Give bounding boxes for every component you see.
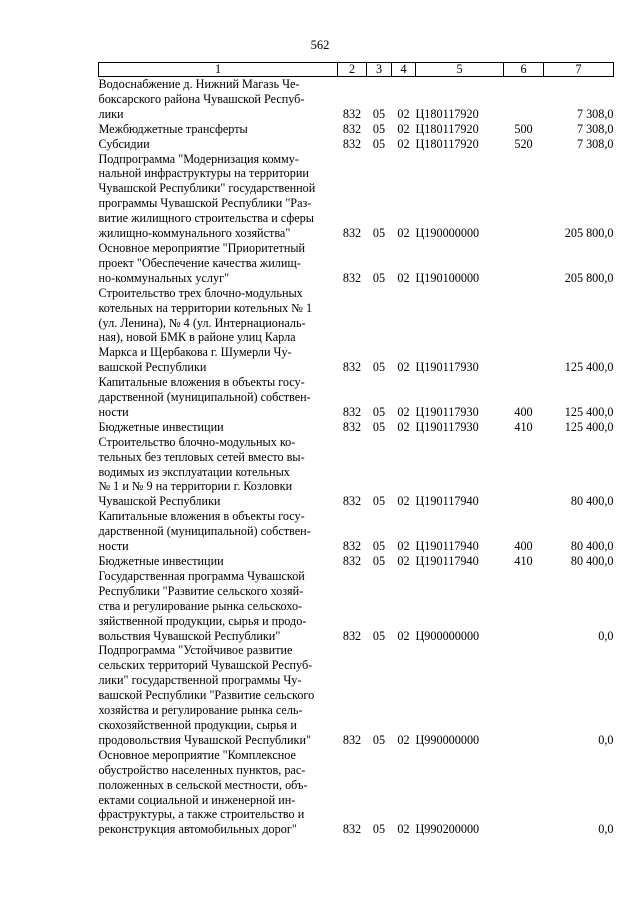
row-name-line: (ул. Ленина), № 4 (ул. Интернациональ- bbox=[98, 315, 306, 330]
ministry-code: 832 bbox=[342, 121, 362, 136]
table-row bbox=[99, 241, 614, 286]
row-name-line: фраструктуры, а также строительство и bbox=[98, 807, 305, 822]
table-row bbox=[99, 435, 614, 510]
table-row bbox=[99, 748, 614, 837]
subsection-code: 02 bbox=[397, 822, 410, 837]
amount: 0,0 bbox=[598, 822, 614, 837]
row-name bbox=[99, 122, 338, 137]
row-name-line: ектами социальной и инженерной ин- bbox=[98, 792, 296, 807]
row-name-line: Подпрограмма "Устойчивое развитие bbox=[98, 643, 293, 658]
table-row bbox=[99, 137, 614, 152]
row-name-line: Водоснабжение д. Нижний Магазь Че- bbox=[98, 77, 300, 91]
row-name-line: котельных на территории котельных № 1 bbox=[98, 300, 313, 315]
subsection-code: 02 bbox=[397, 121, 410, 136]
header-cell-5: 5 bbox=[416, 63, 504, 77]
row-name-line: Республики "Развитие сельского хозяй- bbox=[98, 583, 304, 598]
subsection-code: 02 bbox=[397, 404, 410, 419]
row-name-line: тельных без тепловых сетей вместо вы- bbox=[98, 449, 305, 464]
row-name-line: но-коммунальных услуг" bbox=[98, 270, 230, 285]
row-name bbox=[99, 375, 338, 420]
ministry-code: 832 bbox=[342, 822, 362, 837]
table-row bbox=[99, 569, 614, 644]
row-name-line: зяйственной продукции, сырья и продо- bbox=[98, 613, 307, 628]
row-name-line: Чувашской Республики" государственной bbox=[98, 181, 316, 196]
target-article-code: Ц180117920 bbox=[415, 106, 479, 121]
ministry-code: 832 bbox=[342, 554, 362, 568]
section-code: 05 bbox=[372, 494, 386, 509]
row-name-line: проект "Обеспечение качества жилищ- bbox=[98, 255, 301, 270]
subsection-code: 02 bbox=[397, 419, 410, 434]
target-article-code: Ц180117920 bbox=[415, 121, 479, 136]
row-name-line: обустройство населенных пунктов, рас- bbox=[98, 762, 306, 777]
section-code: 05 bbox=[372, 226, 386, 241]
row-name-line: Основное мероприятие "Приоритетный bbox=[98, 240, 306, 255]
section-code: 05 bbox=[372, 539, 386, 554]
expense-type-code: 400 bbox=[514, 539, 533, 554]
row-name bbox=[99, 569, 338, 644]
expense-type-code: 410 bbox=[514, 419, 533, 434]
row-name-line: Межбюджетные трансферты bbox=[98, 121, 248, 136]
expense-type-code bbox=[504, 435, 544, 510]
amount: 125 400,0 bbox=[564, 404, 614, 419]
ministry-code: 832 bbox=[342, 136, 362, 151]
table-row bbox=[99, 643, 614, 747]
row-name-line: положенных в сельской местности, объ- bbox=[98, 777, 308, 792]
section-code: 05 bbox=[372, 628, 386, 643]
ministry-code: 832 bbox=[342, 404, 362, 419]
ministry-code: 832 bbox=[342, 539, 362, 554]
row-name-line: Бюджетные инвестиции bbox=[98, 554, 224, 568]
row-name-line: реконструкция автомобильных дорог" bbox=[98, 822, 297, 837]
expense-type-code bbox=[504, 748, 544, 837]
amount: 80 400,0 bbox=[570, 554, 614, 568]
row-name-line: жилищно-коммунального хозяйства" bbox=[98, 226, 291, 241]
table-row bbox=[99, 77, 614, 122]
row-name-line: № 1 и № 9 на территории г. Козловки bbox=[98, 479, 293, 494]
subsection-code: 02 bbox=[397, 226, 410, 241]
row-name-line: Строительство трех блочно-модульных bbox=[98, 285, 303, 300]
row-name-line: ная), новой БМК в районе улиц Карла bbox=[98, 330, 296, 345]
header-cell-6: 6 bbox=[504, 63, 544, 77]
amount: 125 400,0 bbox=[564, 360, 614, 375]
target-article-code: Ц190117940 bbox=[415, 494, 479, 509]
row-name-line: боксарского района Чувашской Респуб- bbox=[98, 91, 305, 106]
subsection-code: 02 bbox=[397, 628, 410, 643]
row-name-line: Маркса и Щербакова г. Шумерли Чу- bbox=[98, 345, 292, 360]
section-code: 05 bbox=[372, 360, 386, 375]
section-code: 05 bbox=[372, 419, 386, 434]
row-name-line: программы Чувашской Республики "Раз- bbox=[98, 196, 312, 211]
section-code: 05 bbox=[372, 106, 386, 121]
header-cell-7: 7 bbox=[544, 63, 614, 77]
expense-type-code bbox=[504, 241, 544, 286]
expense-type-code: 520 bbox=[514, 136, 533, 151]
section-code: 05 bbox=[372, 732, 386, 747]
table-row bbox=[99, 554, 614, 569]
amount: 7 308,0 bbox=[576, 136, 614, 151]
row-name bbox=[99, 554, 338, 569]
expense-type-code bbox=[504, 569, 544, 644]
ministry-code: 832 bbox=[342, 494, 362, 509]
expense-type-code: 500 bbox=[514, 121, 533, 136]
row-name bbox=[99, 509, 338, 554]
section-code: 05 bbox=[372, 822, 386, 837]
target-article-code: Ц190117930 bbox=[415, 360, 479, 375]
subsection-code: 02 bbox=[397, 732, 410, 747]
table-body bbox=[99, 77, 614, 838]
row-name bbox=[99, 77, 338, 122]
row-name-line: лики bbox=[98, 106, 124, 121]
ministry-code: 832 bbox=[342, 270, 362, 285]
row-name bbox=[99, 241, 338, 286]
target-article-code: Ц900000000 bbox=[415, 628, 480, 643]
row-name-line: сельских территорий Чувашской Респуб- bbox=[98, 658, 313, 673]
section-code: 05 bbox=[372, 554, 386, 568]
amount: 7 308,0 bbox=[576, 106, 614, 121]
expense-type-code bbox=[504, 286, 544, 375]
section-code: 05 bbox=[372, 136, 386, 151]
budget-table bbox=[98, 62, 614, 837]
amount: 0,0 bbox=[598, 732, 614, 747]
table-row bbox=[99, 375, 614, 420]
row-name-line: продовольствия Чувашской Республики" bbox=[98, 732, 311, 747]
ministry-code: 832 bbox=[342, 226, 362, 241]
row-name bbox=[99, 286, 338, 375]
amount: 205 800,0 bbox=[564, 226, 614, 241]
target-article-code: Ц190117940 bbox=[415, 539, 479, 554]
ministry-code: 832 bbox=[342, 360, 362, 375]
expense-type-code: 410 bbox=[514, 554, 533, 568]
subsection-code: 02 bbox=[397, 270, 410, 285]
expense-type-code: 400 bbox=[514, 404, 533, 419]
row-name-line: Капитальные вложения в объекты госу- bbox=[98, 509, 305, 524]
row-name-line: Подпрограмма "Модернизация комму- bbox=[98, 151, 299, 166]
row-name-line: нальной инфраструктуры на территории bbox=[98, 166, 309, 181]
section-code: 05 bbox=[372, 270, 386, 285]
expense-type-code bbox=[504, 643, 544, 747]
header-cell-1: 1 bbox=[99, 63, 338, 77]
row-name bbox=[99, 137, 338, 152]
target-article-code: Ц990200000 bbox=[415, 822, 480, 837]
row-name-line: водимых из эксплуатации котельных bbox=[98, 464, 290, 479]
row-name bbox=[99, 748, 338, 837]
amount: 7 308,0 bbox=[576, 121, 614, 136]
table-row bbox=[99, 122, 614, 137]
header-cell-2: 2 bbox=[338, 63, 367, 77]
row-name-line: хозяйства и регулирование рынка сель- bbox=[98, 703, 303, 718]
amount: 125 400,0 bbox=[564, 419, 614, 434]
row-name-line: витие жилищного строительства и сферы bbox=[98, 211, 314, 226]
subsection-code: 02 bbox=[397, 360, 410, 375]
table-row bbox=[99, 286, 614, 375]
row-name-line: лики" государственной программы Чу- bbox=[98, 673, 302, 688]
amount: 80 400,0 bbox=[570, 539, 614, 554]
subsection-code: 02 bbox=[397, 106, 410, 121]
ministry-code: 832 bbox=[342, 419, 362, 434]
target-article-code: Ц990000000 bbox=[415, 732, 480, 747]
subsection-code: 02 bbox=[397, 554, 410, 568]
ministry-code: 832 bbox=[342, 732, 362, 747]
target-article-code: Ц190117930 bbox=[415, 419, 479, 434]
row-name-line: Государственная программа Чувашской bbox=[98, 568, 305, 583]
amount: 0,0 bbox=[598, 628, 614, 643]
row-name-line: Строительство блочно-модульных ко- bbox=[98, 434, 296, 449]
subsection-code: 02 bbox=[397, 539, 410, 554]
target-article-code: Ц190100000 bbox=[415, 270, 480, 285]
amount: 80 400,0 bbox=[570, 494, 614, 509]
expense-type-code bbox=[504, 152, 544, 241]
row-name-line: Чувашской Республики bbox=[98, 494, 221, 509]
ministry-code: 832 bbox=[342, 106, 362, 121]
target-article-code: Ц190000000 bbox=[415, 226, 480, 241]
expense-type-code bbox=[504, 77, 544, 122]
section-code: 05 bbox=[372, 404, 386, 419]
page-number: 562 bbox=[310, 38, 330, 52]
row-name-line: ства и регулирование рынка сельскохо- bbox=[98, 598, 303, 613]
subsection-code: 02 bbox=[397, 136, 410, 151]
row-name-line: Бюджетные инвестиции bbox=[98, 419, 224, 434]
table-row bbox=[99, 152, 614, 241]
row-name-line: вашской Республики bbox=[98, 360, 207, 375]
row-name-line: дарственной (муниципальной) собствен- bbox=[98, 390, 311, 405]
row-name-line: ности bbox=[98, 539, 129, 554]
row-name-line: Субсидии bbox=[98, 136, 150, 151]
table-row bbox=[99, 420, 614, 435]
row-name-line: Основное мероприятие "Комплексное bbox=[98, 747, 296, 762]
header-cell-3: 3 bbox=[367, 63, 392, 77]
target-article-code: Ц190117940 bbox=[415, 554, 479, 568]
row-name-line: дарственной (муниципальной) собствен- bbox=[98, 524, 311, 539]
table-header bbox=[99, 63, 614, 77]
row-name bbox=[99, 420, 338, 435]
section-code: 05 bbox=[372, 121, 386, 136]
row-name-line: ности bbox=[98, 404, 129, 419]
amount: 205 800,0 bbox=[564, 270, 614, 285]
row-name-line: вашской Республики "Развитие сельского bbox=[98, 688, 315, 703]
row-name-line: скохозяйственной продукции, сырья и bbox=[98, 717, 297, 732]
subsection-code: 02 bbox=[397, 494, 410, 509]
row-name bbox=[99, 643, 338, 747]
row-name bbox=[99, 435, 338, 510]
target-article-code: Ц180117920 bbox=[415, 136, 479, 151]
ministry-code: 832 bbox=[342, 628, 362, 643]
row-name-line: Капитальные вложения в объекты госу- bbox=[98, 375, 305, 390]
header-cell-4: 4 bbox=[392, 63, 416, 77]
row-name-line: вольствия Чувашской Республики" bbox=[98, 628, 281, 643]
table-row bbox=[99, 509, 614, 554]
row-name bbox=[99, 152, 338, 241]
target-article-code: Ц190117930 bbox=[415, 404, 479, 419]
